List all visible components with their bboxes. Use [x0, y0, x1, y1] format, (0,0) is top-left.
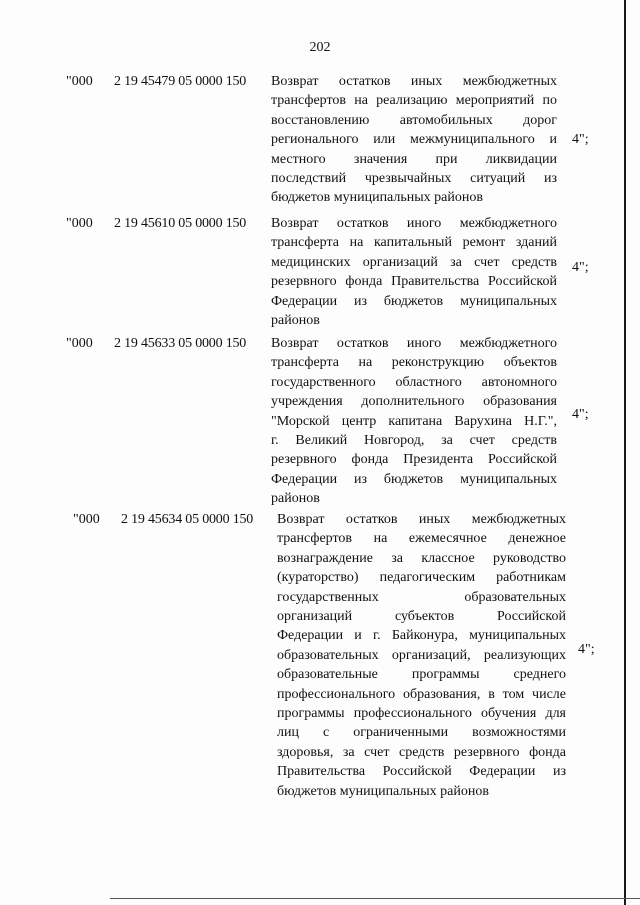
- entry-suffix: 4";: [572, 132, 589, 147]
- description-line: резервного фонда Президента Российской: [271, 452, 557, 468]
- description-line: здоровья, за счет средств резервного фонда: [277, 744, 566, 760]
- description-line: организаций субъектов Российской: [277, 609, 566, 625]
- description-line: Правительства Российской Федерации из: [277, 764, 566, 780]
- description-line: Федерации из бюджетов муниципальных: [271, 471, 557, 487]
- description-line: бюджетов муниципальных районов: [271, 190, 483, 206]
- description-line: программы профессионального обучения для: [277, 706, 566, 722]
- description-line: восстановлению автомобильных дорог: [271, 112, 557, 128]
- entry-prefix: "000: [73, 512, 100, 527]
- entry-prefix: "000: [66, 336, 93, 351]
- description-line: трансфертов на ежемесячное денежное: [277, 531, 566, 547]
- description-line: лиц с ограниченными возможностями: [277, 725, 566, 741]
- description-line: регионального или межмуниципального и: [271, 132, 557, 148]
- description-line: учреждения дополнительного образования: [271, 394, 557, 410]
- description-line: трансферта на капитальный ремонт зданий: [271, 235, 557, 251]
- page-number: 202: [309, 40, 331, 55]
- budget-code: 2 19 45633 05 0000 150: [114, 336, 247, 351]
- description-line: медицинских организаций за счет средств: [271, 254, 557, 270]
- description-line: государственного областного автономного: [271, 374, 557, 390]
- description-line: Федерации и г. Байконура, муниципальных: [277, 628, 566, 644]
- description-line: Возврат остатков иных межбюджетных: [277, 512, 566, 527]
- entry-suffix: 4";: [572, 260, 589, 275]
- description-line: бюджетов муниципальных районов: [277, 783, 489, 799]
- page-bottom-edge: [110, 898, 640, 899]
- entry-description: [277, 510, 566, 801]
- description-line: резервного фонда Правительства Российской: [271, 274, 557, 290]
- description-line: трансфертов на реализацию мероприятий по: [271, 93, 557, 109]
- description-line: вознаграждение за классное руководство: [277, 550, 566, 566]
- description-line: Федерации из бюджетов муниципальных: [271, 293, 557, 309]
- description-line: Возврат остатков иного межбюджетного: [271, 336, 557, 351]
- budget-code: 2 19 45634 05 0000 150: [121, 512, 254, 527]
- entry-description: [271, 334, 557, 509]
- description-line: районов: [271, 313, 320, 329]
- budget-code: 2 19 45610 05 0000 150: [114, 216, 247, 231]
- description-line: Возврат остатков иного межбюджетного: [271, 216, 557, 231]
- entry-prefix: "000: [66, 216, 93, 231]
- budget-code: 2 19 45479 05 0000 150: [114, 74, 247, 89]
- entry-suffix: 4";: [578, 642, 595, 657]
- entry-suffix: 4";: [572, 407, 589, 422]
- description-line: образовательные программы среднего: [277, 667, 566, 683]
- description-line: профессионального образования, в том числе: [277, 686, 566, 702]
- description-line: г. Великий Новгород, за счет средств: [271, 433, 557, 449]
- entry-description: [271, 214, 557, 330]
- entry-description: [271, 72, 557, 208]
- entry-prefix: "000: [66, 74, 93, 89]
- description-line: последствий чрезвычайных ситуаций из: [271, 171, 557, 187]
- description-line: Возврат остатков иных межбюджетных: [271, 74, 557, 89]
- description-line: трансферта на реконструкцию объектов: [271, 355, 557, 371]
- description-line: "Морской центр капитана Варухина Н.Г.",: [271, 413, 557, 429]
- description-line: местного значения при ликвидации: [271, 151, 557, 167]
- description-line: (кураторство) педагогическим работникам: [277, 570, 566, 586]
- description-line: образовательных организаций, реализующих: [277, 647, 566, 663]
- description-line: государственных образовательных: [277, 589, 566, 605]
- description-line: районов: [271, 491, 320, 507]
- page-edge-shadow: [624, 0, 626, 905]
